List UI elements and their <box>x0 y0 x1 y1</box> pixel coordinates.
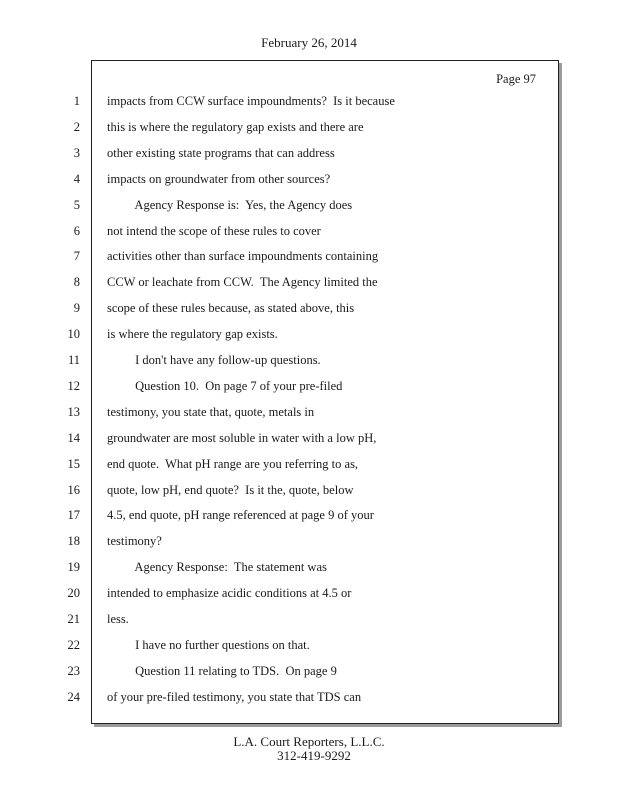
line-number: 2 <box>73 119 80 134</box>
line-text: quote, low pH, end quote? Is it the, quote, below <box>107 482 354 497</box>
line-number: 11 <box>67 353 80 367</box>
line-text: groundwater are most soluble in water with a low pH, <box>107 430 377 445</box>
line-text: testimony, you state that, quote, metals in <box>107 404 315 419</box>
line-text: I have no further questions on that. <box>107 637 310 652</box>
line-text: other existing state programs that can address <box>107 145 335 160</box>
line-number: 8 <box>73 275 80 290</box>
line-text: scope of these rules because, as stated above, this <box>107 301 355 316</box>
line-text: activities other than surface impoundments containing <box>107 249 379 264</box>
footer-company: L.A. Court Reporters, L.L.C. <box>233 734 385 749</box>
footer-phone: 312-419-9292 <box>277 748 351 763</box>
line-text: Agency Response: The statement was <box>107 560 327 575</box>
line-number: 24 <box>67 689 80 704</box>
line-number: 18 <box>67 534 80 549</box>
line-text: testimony? <box>107 534 162 549</box>
line-number: 15 <box>67 456 80 471</box>
line-number: 19 <box>67 560 80 575</box>
line-text: 4.5, end quote, pH range referenced at page 9 of your <box>107 508 374 523</box>
line-number: 10 <box>67 327 80 342</box>
line-number: 5 <box>73 197 80 212</box>
line-text: less. <box>107 612 129 626</box>
line-text: I don't have any follow-up questions. <box>107 353 321 367</box>
line-number: 3 <box>73 145 80 160</box>
line-number: 22 <box>67 637 80 652</box>
line-text: end quote. What pH range are you referring to as, <box>107 456 359 471</box>
line-number: 6 <box>73 223 80 238</box>
line-number: 12 <box>67 378 80 393</box>
line-text: is where the regulatory gap exists. <box>107 327 278 342</box>
page-number: Page 97 <box>496 72 536 86</box>
line-number: 20 <box>67 586 80 601</box>
line-number: 7 <box>73 249 80 264</box>
line-number: 16 <box>67 482 80 497</box>
header-date: February 26, 2014 <box>261 35 357 50</box>
line-number: 14 <box>67 430 80 445</box>
line-text: Question 11 relating to TDS. On page 9 <box>107 663 337 678</box>
line-text: Question 10. On page 7 of your pre-filed <box>107 378 343 393</box>
line-number: 4 <box>73 171 80 186</box>
line-text: of your pre-filed testimony, you state that TDS can <box>107 689 362 704</box>
line-number: 23 <box>67 663 80 678</box>
line-text: Agency Response is: Yes, the Agency does <box>107 197 353 212</box>
line-text: not intend the scope of these rules to cover <box>107 223 321 238</box>
line-text: intended to emphasize acidic conditions at 4.5 or <box>107 586 352 601</box>
line-number: 1 <box>73 94 80 108</box>
line-number: 13 <box>67 404 80 419</box>
line-text: impacts from CCW surface impoundments? Is it because <box>107 94 395 108</box>
line-number: 21 <box>67 612 80 626</box>
line-text: this is where the regulatory gap exists and there are <box>107 119 364 134</box>
line-number: 9 <box>73 301 80 316</box>
line-text: CCW or leachate from CCW. The Agency limited the <box>107 275 378 290</box>
line-text: impacts on groundwater from other sources? <box>107 171 331 186</box>
line-number: 17 <box>67 508 80 523</box>
